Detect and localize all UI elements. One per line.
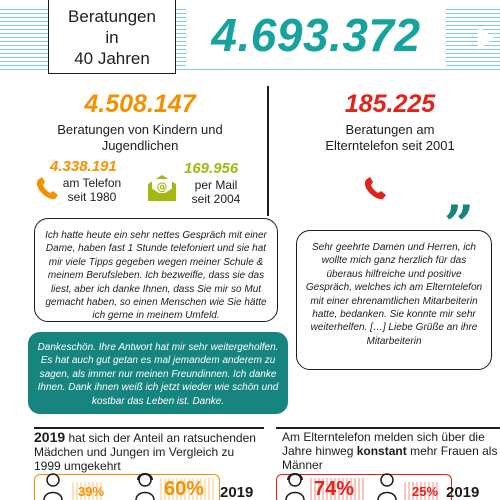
kids-consultations-number: 4.508.147 [84,90,196,118]
header-title-line-2: in [105,28,119,47]
pct-left-1: 39% [78,484,105,499]
parents-consultations-number: 185.225 [344,90,436,118]
bottom-left-text: hat sich der Anteil an ratsuchenden Mädchen und Jungen im Vergleich zu 1999 umgekehrt [34,431,256,473]
boy-icon [42,472,64,500]
bottom-left-year: 2019 [34,429,66,445]
pct-left-2: 60% [164,478,205,500]
quote-child-bubble: Ich hatte heute ein sehr nettes Gespräch mit einer Dame, haben fast 1 Stunde telefoniert und sie hat mir viele Tipps gegeben wegen meiner Schule & meinem Berufsleben. Ich bezweifle, dass sie das liest, aber ich danke Ihnen, dass Sie mir so Mut gemacht haben, so einen Menschen wie Sie hätte ich gerne in meinem Umfeld. [34,218,278,322]
bottom-left-divider [34,427,264,429]
bottom-right-text-bold: konstant [356,444,407,458]
kids-consultations-caption: Beratungen von Kindern und Jugendlichen [57,122,223,153]
header-arrow-icon [478,26,494,50]
header-title-line-3: 40 Jahren [74,49,150,68]
parents-consultations-caption [290,122,490,154]
parents-phone-icon [362,176,392,202]
kids-mail-caption-2: seit 2004 [191,192,241,206]
svg-text:@: @ [156,180,168,193]
header-title-line-1: Beratungen [68,7,156,26]
bottom-right-text-2: mehr Frauen als Männer [282,444,498,472]
kids-mail-number: 169.956 [184,160,239,177]
parents-caption-line-2: Elterntelefon seit 2001 [325,138,455,153]
bottom-right-statement [282,430,500,472]
parents-caption-line-1: Beratungen am [345,122,435,137]
man-icon [376,472,398,500]
quote-parent-bubble: Sehr geehrte Damen und Herren, ich wollte mich ganz herzlich für das überaus hilfreiche und positive Gespräch, welches ich am Elterntelefon mit einer ehrenamtlichen Mitarbeiterin hatte, bedanken. Sie konnte mir sehr weiterhelfen. […] Liebe Grüße an ihre Mitarbeiterin [296,230,492,370]
woman-icon [284,472,306,500]
pct-right-1: 74% [314,478,355,500]
bottom-right-text-1: Am Elterntelefon melden sich über die Jahre hinweg [282,430,485,458]
kids-phone-number: 4.338.191 [50,158,117,175]
year-tag-right: 2019 [446,484,480,500]
kids-phone-caption-2: seit 1980 [67,190,117,204]
column-divider [267,86,269,216]
quote-child-answer-bubble: Dankeschön. Ihre Antwort hat mir sehr weitergeholfen. Es hat auch gut getan es mal jemandem anderem zu sagen, als immer nur meinen Freundinnen. Ich danke Ihnen. Dank ihnen weiß ich jetzt wieder wie schön und kostbar das Leben ist. Danke. [28,332,288,414]
quotation-marks-icon: ” [444,195,474,256]
kids-phone-caption-1: am Telefon [62,176,122,190]
bottom-left-statement [34,430,264,473]
kids-mail-caption-1: per Mail [194,178,238,192]
header-title-box [48,0,176,74]
year-tag-left: 2019 [220,484,254,500]
mail-icon [147,174,177,202]
bottom-right-divider [276,427,500,429]
total-consultations-number: 4.693.372 [186,2,446,68]
girl-icon [134,472,156,500]
pct-right-2: 25% [412,484,439,499]
